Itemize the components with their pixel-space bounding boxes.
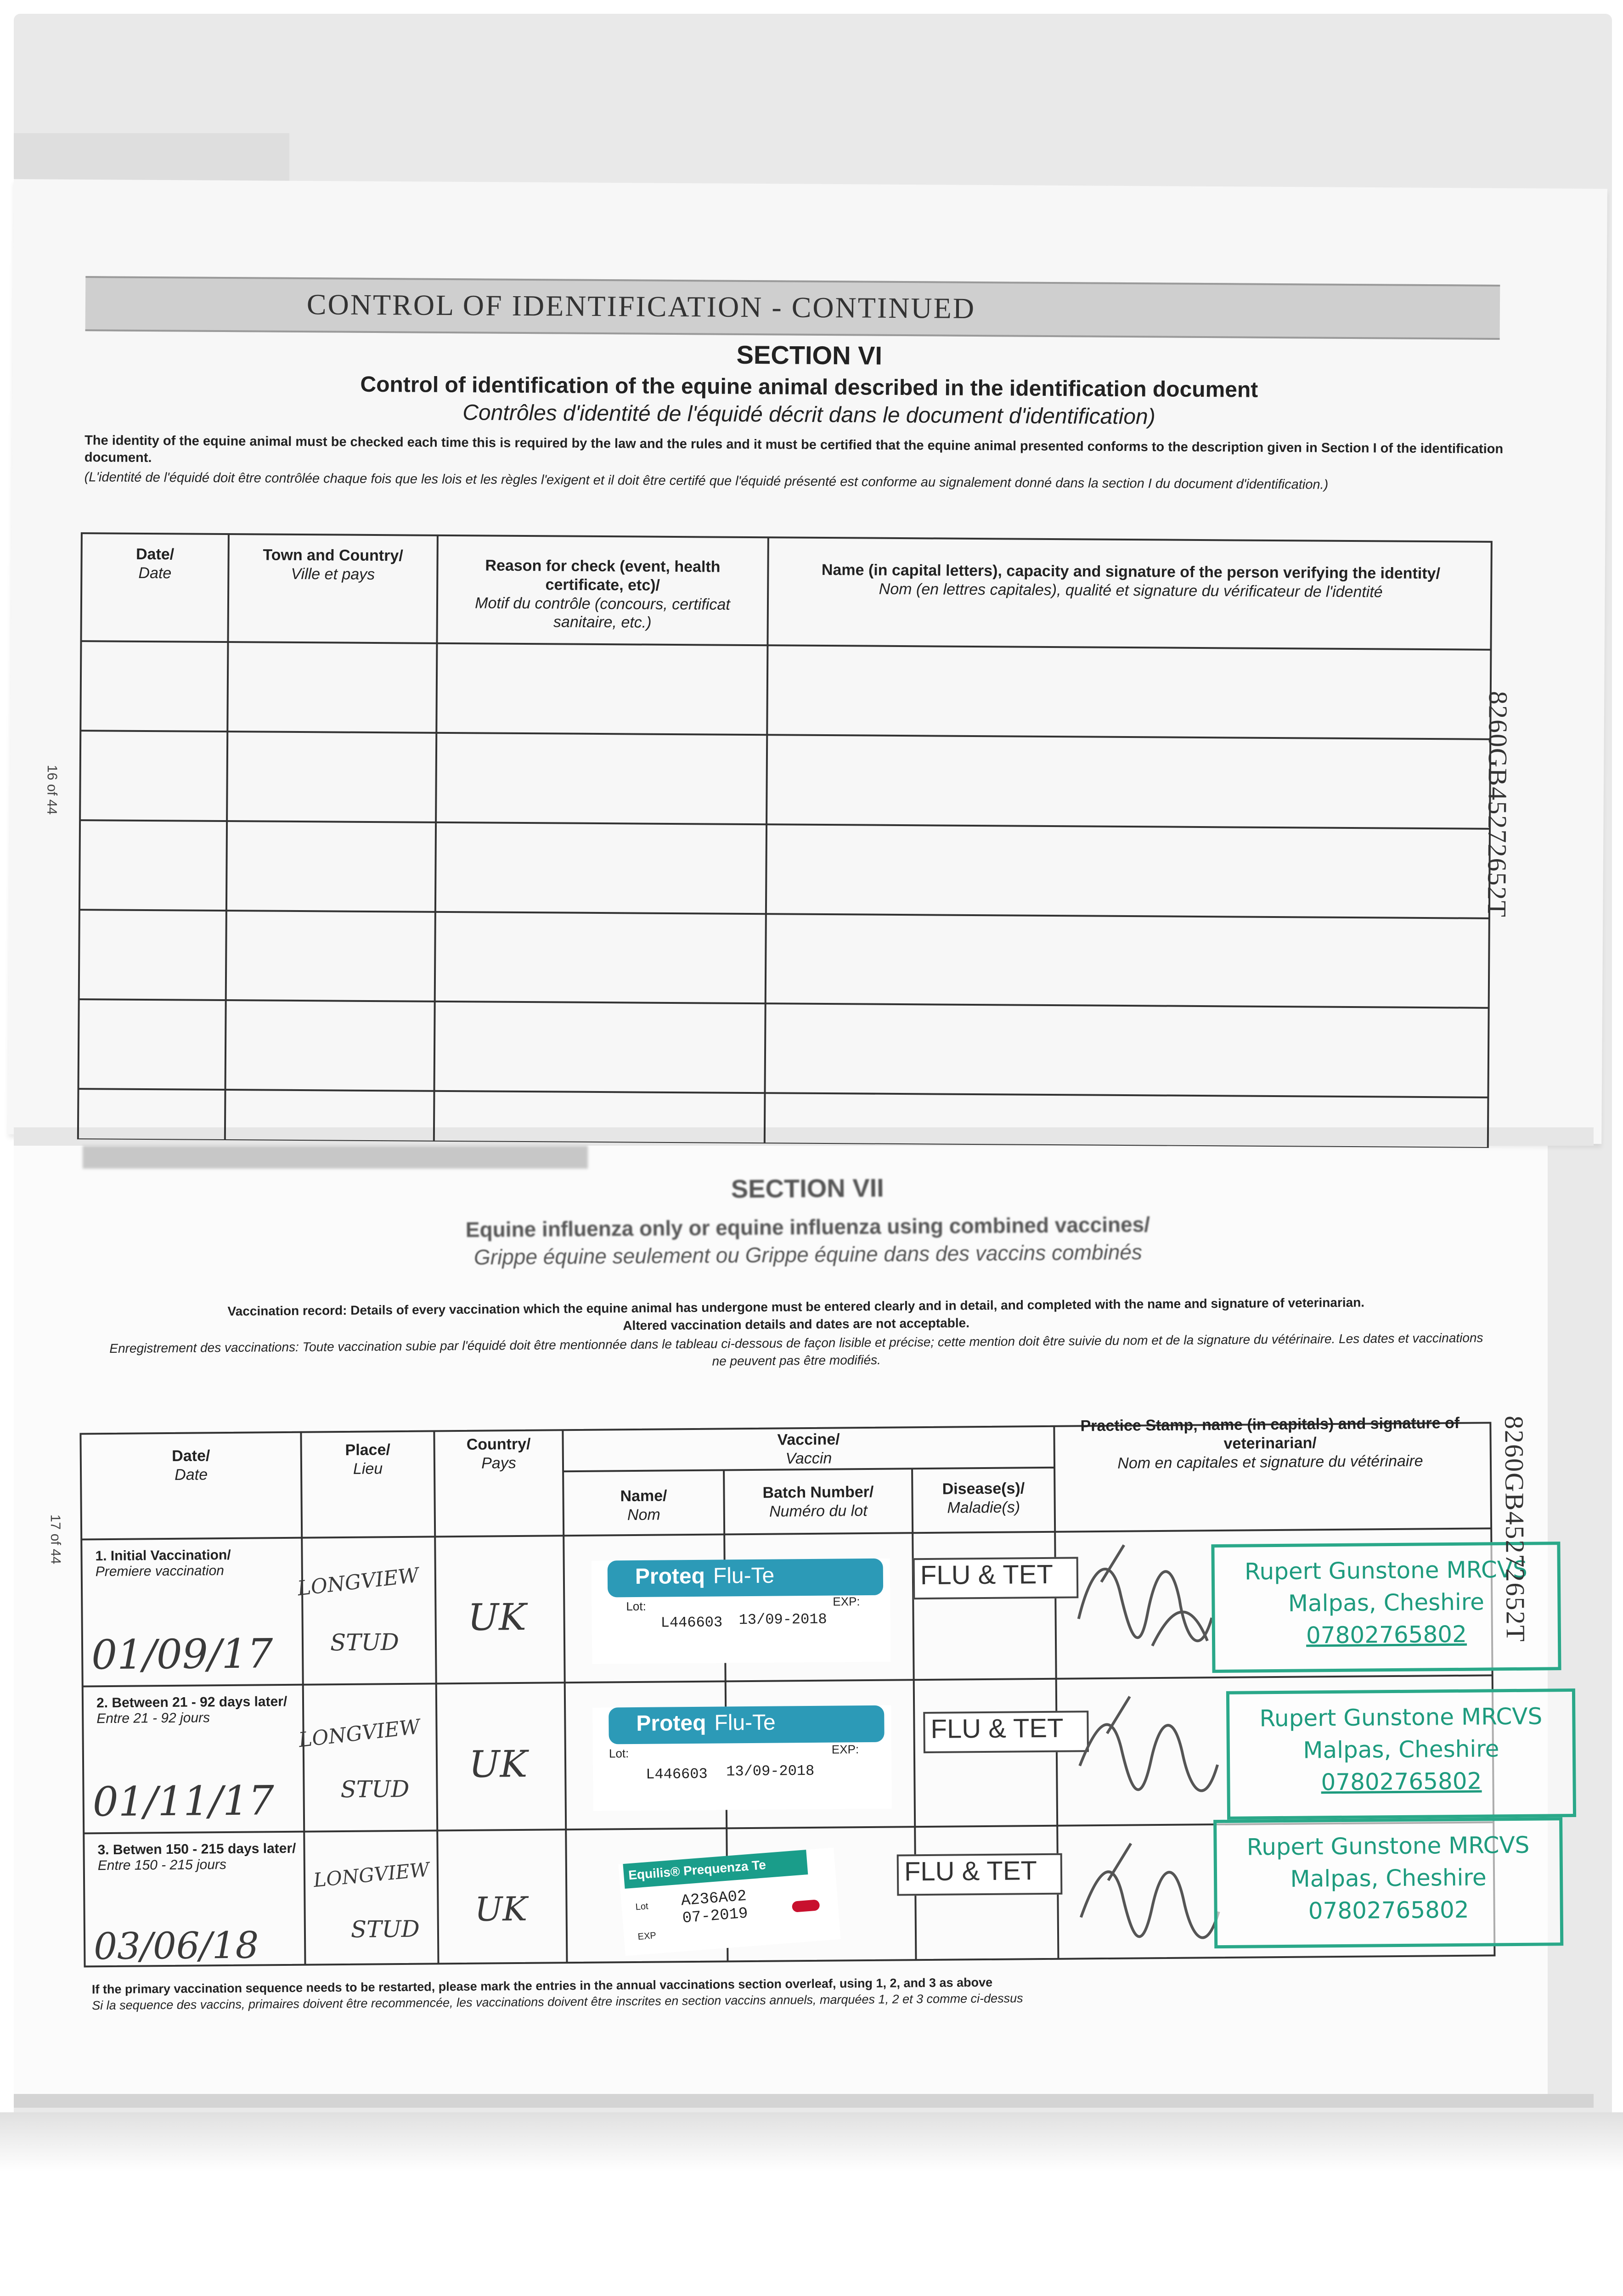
section-vii-heading: SECTION VII — [731, 1173, 884, 1204]
header-verifier-en: Name (in capital letters), capacity and signature of the person verifying the identity/ — [821, 561, 1441, 583]
row-2-vaccine-banner — [609, 1705, 885, 1745]
vheader-vet-en: Practice Stamp, name (in capitals) and signature of veterinarian/ — [1080, 1414, 1460, 1452]
row-3-lot-label: Lot — [635, 1901, 649, 1913]
row-1-expiry: 13/09-2018 — [738, 1610, 827, 1629]
row-1-lot-label: Lot: — [626, 1599, 646, 1614]
stamp-1-phone: 07802765802 — [1306, 1621, 1467, 1649]
section-vii-intro-en: Vaccination record: Details of every vaccination which the equine animal has undergone must be entered clearly and in detail, and completed with the name and signature of veterinarian. — [227, 1295, 1365, 1318]
row-2-label — [96, 1694, 299, 1727]
stamp-3-phone: 07802765802 — [1308, 1896, 1469, 1925]
row-3-vaccine-sticker — [618, 1847, 840, 1956]
practice-stamp-2 — [1226, 1688, 1576, 1820]
row-1-country: UK — [468, 1595, 527, 1639]
row-3-sticker-accent — [792, 1899, 820, 1913]
row-1-disease-stamp: FLU & TET — [913, 1557, 1079, 1599]
row-2-expiry: 13/09-2018 — [726, 1762, 815, 1780]
header-town-fr: Ville et pays — [291, 565, 375, 583]
header-town-en: Town and Country/ — [263, 546, 403, 565]
vheader-place — [301, 1440, 435, 1479]
row-1-exp-label: EXP: — [833, 1594, 860, 1609]
vheader-date-fr: Date — [175, 1466, 208, 1484]
row-1-place-line2: STUD — [330, 1629, 400, 1656]
row-3-label — [97, 1841, 300, 1874]
vheader-name-fr: Nom — [627, 1506, 660, 1524]
row-2-place-line1: LONGVIEW — [297, 1715, 422, 1752]
header-reason-en: Reason for check (event, health certificate, etc)/ — [485, 557, 721, 594]
header-verifier-fr: Nom (en lettres capitales), qualité et signature du vérificateur de l'identité — [879, 580, 1383, 601]
section-vi-title-fr: Contrôles d'identité de l'équidé décrit dans le document d'identification) — [462, 400, 1155, 429]
banner-text: CONTROL OF IDENTIFICATION - CONTINUED — [306, 288, 976, 325]
row-3-place-line1: LONGVIEW — [312, 1858, 431, 1892]
vet-signature-3 — [1062, 1824, 1238, 1973]
stamp-1-name: Rupert Gunstone MRCVS — [1244, 1556, 1527, 1585]
row-3-date: 03/06/18 — [93, 1924, 259, 1968]
vheader-date-en: Date/ — [172, 1447, 210, 1465]
vheader-name — [563, 1486, 724, 1525]
page-number-16: 16 of 44 — [44, 765, 60, 815]
row-2-lot-label: Lot: — [609, 1746, 629, 1761]
vheader-batch-en: Batch Number/ — [762, 1483, 874, 1502]
section-vii-title-en: Equine influenza only or equine influenza using combined vaccines/ — [465, 1212, 1150, 1242]
row-1-date: 01/09/17 — [91, 1630, 273, 1679]
vheader-place-en: Place/ — [345, 1441, 391, 1459]
vheader-vaccine-fr: Vaccin — [785, 1449, 832, 1468]
section-vi-title-en: Control of identification of the equine animal described in the identification document — [360, 372, 1258, 402]
row-1-vaccine-banner — [608, 1559, 884, 1598]
document-id-top: 8260GB45272652T — [1482, 691, 1513, 918]
row-1-vaccine-sticker — [592, 1559, 891, 1664]
header-date-fr: Date — [138, 564, 172, 582]
stamp-1-town: Malpas, Cheshire — [1288, 1588, 1485, 1617]
row-1-batch: L446603 — [660, 1614, 723, 1632]
section-vi-heading: SECTION VI — [736, 340, 883, 370]
row-1-vaccine-name2: Flu-Te — [713, 1563, 775, 1588]
vheader-country — [434, 1435, 563, 1473]
stamp-2-name: Rupert Gunstone MRCVS — [1259, 1703, 1543, 1732]
vheader-name-en: Name/ — [620, 1487, 667, 1505]
row-3-expiry: 07-2019 — [682, 1905, 749, 1928]
vheader-vet — [1068, 1414, 1472, 1473]
section-vi-intro-fr: (L'identité de l'équidé doit être contrôlée chaque fois que les lois et les règles l'exigent et il doit être certifé que l'équidé présenté est conforme au signalement donné dans la section I du document d'identification.) — [84, 470, 1329, 492]
vheader-place-fr: Lieu — [353, 1460, 383, 1478]
vet-signature-2 — [1061, 1677, 1237, 1826]
footnote-fr: Si la sequence des vaccins, primaires doivent être recommencée, les vaccinations doivent être inscrites en section vaccins annuels, marquées 1, 2 et 3 comme ci-dessus — [92, 1991, 1023, 2013]
footnote-en: If the primary vaccination sequence needs to be restarted, please mark the entries in the annual vaccinations section overleaf, using 1, 2, and 3 as above — [91, 1975, 993, 1997]
row-2-vaccine-sticker — [592, 1705, 892, 1811]
section-vii-title-fr: Grippe équine seulement ou Grippe équine dans des vaccins combinés — [473, 1240, 1143, 1269]
stamp-3-name: Rupert Gunstone MRCVS — [1246, 1831, 1530, 1861]
vheader-country-en: Country/ — [466, 1435, 531, 1453]
section-vii-intro-fr: Enregistrement des vaccinations: Toute vaccination subie par l'équidé doit être mentionnée dans le tableau ci-dessous de façon lisible et précise; cette mention doit être suivie du nom et de la signature du vétérinaire. Les dates et vaccinations ne peuvent pas être modifiés. — [109, 1330, 1483, 1368]
row-1-label-en: 1. Initial Vaccination/ — [95, 1547, 231, 1564]
vheader-date — [81, 1446, 302, 1485]
header-date-en: Date/ — [135, 545, 175, 563]
row-3-label-fr: Entre 150 - 215 jours — [97, 1857, 227, 1874]
vheader-country-fr: Pays — [481, 1454, 516, 1472]
row-3-disease-stamp: FLU & TET — [897, 1853, 1063, 1896]
row-3-exp-label: EXP — [637, 1930, 657, 1942]
row-1-place-line1: LONGVIEW — [296, 1563, 420, 1601]
practice-stamp-3 — [1213, 1817, 1563, 1948]
vheader-vaccine-en: Vaccine/ — [777, 1430, 840, 1449]
row-3-batch: A236A02 — [680, 1887, 747, 1910]
stamp-2-town: Malpas, Cheshire — [1303, 1735, 1499, 1764]
row-1-label-fr: Premiere vaccination — [95, 1563, 225, 1580]
row-2-label-en: 2. Between 21 - 92 days later/ — [96, 1694, 287, 1711]
row-2-exp-label: EXP: — [831, 1742, 859, 1756]
row-2-place-line2: STUD — [340, 1775, 410, 1803]
vheader-disease-en: Disease(s)/ — [942, 1480, 1025, 1498]
scan-edge — [0, 2112, 1623, 2172]
document-id-bottom: 8260GB45272652T — [1499, 1415, 1531, 1643]
page-number-17: 17 of 44 — [47, 1514, 63, 1564]
vheader-vet-fr: Nom en capitales et signature du vétérinaire — [1117, 1452, 1423, 1472]
vheader-batch — [724, 1482, 913, 1521]
row-2-batch: L446603 — [646, 1765, 708, 1783]
stamp-3-town: Malpas, Cheshire — [1290, 1864, 1487, 1892]
stamp-2-phone: 07802765802 — [1321, 1767, 1482, 1796]
row-1-vaccine-name: Proteq — [635, 1564, 705, 1589]
vheader-batch-fr: Numéro du lot — [769, 1502, 868, 1520]
row-3-vaccine-name: Equilis® Prequenza Te — [628, 1857, 766, 1883]
row-2-vaccine-name: Proteq — [636, 1711, 706, 1736]
vet-signature-1 — [1059, 1526, 1235, 1674]
row-3-place-line2: STUD — [350, 1915, 420, 1943]
vheader-disease — [912, 1479, 1055, 1518]
row-2-date: 01/11/17 — [92, 1777, 275, 1826]
row-2-label-fr: Entre 21 - 92 jours — [96, 1710, 210, 1727]
row-2-disease-stamp: FLU & TET — [923, 1711, 1089, 1753]
header-reason-fr: Motif du contrôle (concours, certificat sanitaire, etc.) — [475, 594, 730, 632]
row-2-country: UK — [468, 1742, 528, 1786]
section-vii-intro-en2: Altered vaccination details and dates are not acceptable. — [623, 1316, 970, 1333]
row-2-vaccine-name2: Flu-Te — [714, 1710, 776, 1735]
section-vi-intro-en: The identity of the equine animal must be checked each time this is required by the law and the rules and it must be certified that the equine animal presented conforms to the description given in Section I of the identification document. — [84, 433, 1504, 466]
row-3-label-en: 3. Betwen 150 - 215 days later/ — [97, 1840, 296, 1858]
vheader-vaccine — [563, 1429, 1054, 1470]
row-3-country: UK — [474, 1889, 528, 1929]
vheader-disease-fr: Maladie(s) — [947, 1498, 1020, 1517]
row-1-label — [95, 1547, 298, 1580]
